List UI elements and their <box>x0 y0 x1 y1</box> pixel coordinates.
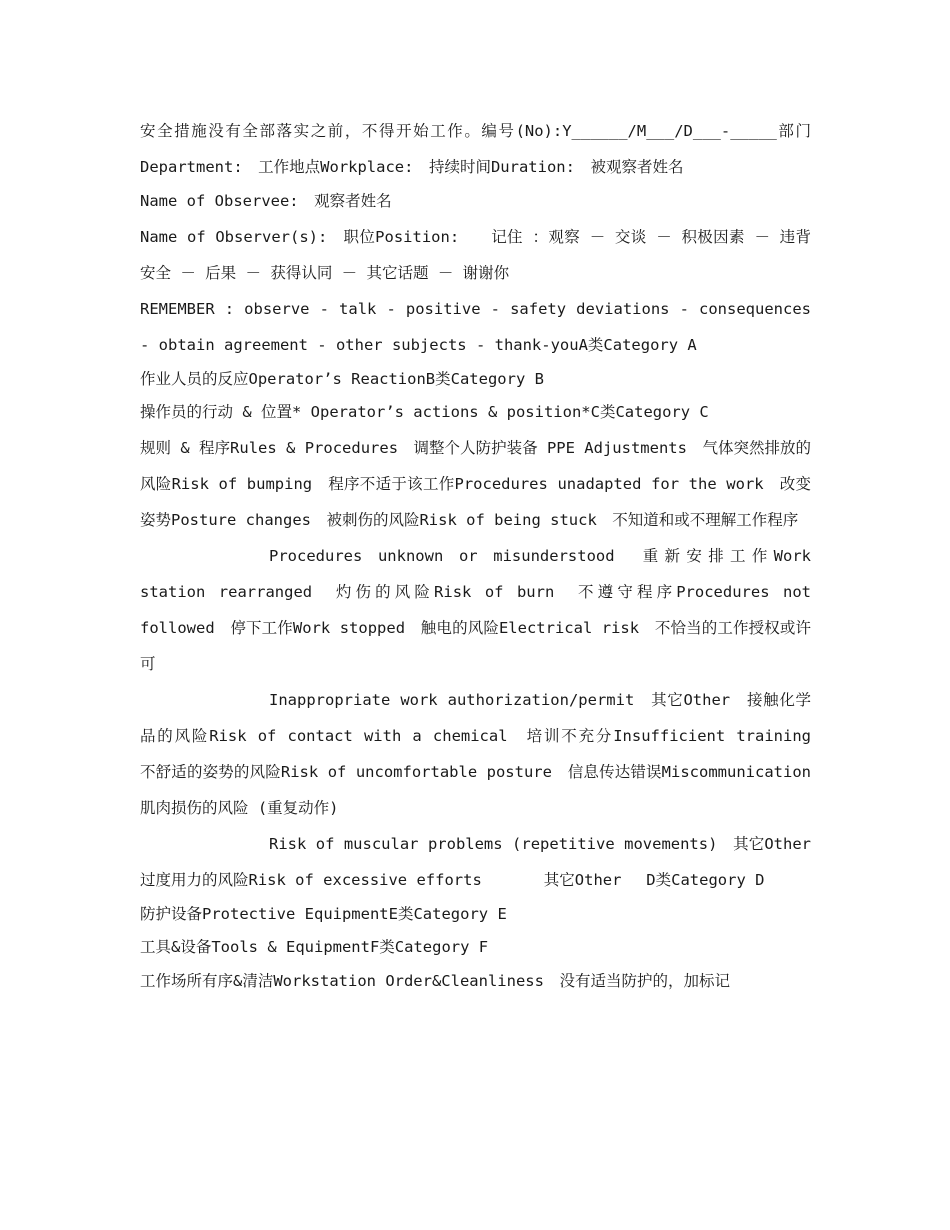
paragraph-category-f: 工具&设备Tools & EquipmentF类Category F <box>140 938 489 956</box>
paragraph-procedures-unknown: Procedures unknown or misunderstood 重新安排工作Work station rearranged 灼伤的风险Risk of burn 不遵守程序Procedures not followed 停下工作Work stopped 触电的风险Electrical risk 不恰当的工作授权或许可 <box>140 546 811 673</box>
paragraph-rules-procedures: 规则 & 程序Rules & Procedures 调整个人防护装备 PPE Adjustments 气体突然排放的风险Risk of bumping 程序不适于该工作Procedures unadapted for the work 改变姿势Posture changes 被刺伤的风险Risk of being stuck 不知道和或不理解工作程序 <box>140 438 811 529</box>
paragraph-safety-header: 安全措施没有全部落实之前，不得开始工作。编号(No):Y______/M___/D___-_____部门Department: 工作地点Workplace: 持续时间Duration: 被观察者姓名 <box>140 122 811 176</box>
document-body <box>140 113 843 998</box>
paragraph-workstation-order: 工作场所有序&清洁Workstation Order&Cleanliness 没有适当防护的，加标记 <box>140 971 730 990</box>
paragraph-muscular-problems: Risk of muscular problems (repetitive movements) 其它Other 过度用力的风险Risk of excessive efforts 其它Other D类Category D <box>140 834 843 889</box>
paragraph-category-c: 操作员的行动 & 位置* Operator’s actions & position*C类Category C <box>140 403 709 421</box>
paragraph-category-e: 防护设备Protective EquipmentE类Category E <box>140 904 507 923</box>
paragraph-remember-en: REMEMBER : observe - talk - positive - safety deviations - consequences - obtain agreement - other subjects - thank-youA类Category A <box>140 299 811 354</box>
paragraph-observee-name: Name of Observee: 观察者姓名 <box>140 192 392 210</box>
paragraph-category-b: 作业人员的反应Operator’s ReactionB类Category B <box>140 369 544 388</box>
paragraph-observer-remember-zh: Name of Observer(s): 职位Position: 记住 ：观察 － 交谈 － 积极因素 － 违背安全 － 后果 － 获得认同 － 其它话题 － 谢谢你 <box>140 227 811 282</box>
paragraph-inappropriate-permit: Inappropriate work authorization/permit 其它Other 接触化学品的风险Risk of contact with a chemical 培训不充分Insufficient training 不舒适的姿势的风险Risk of uncomfortable posture 信息传达错误Miscommunication 肌肉损伤的风险 (重复动作) <box>140 690 843 817</box>
